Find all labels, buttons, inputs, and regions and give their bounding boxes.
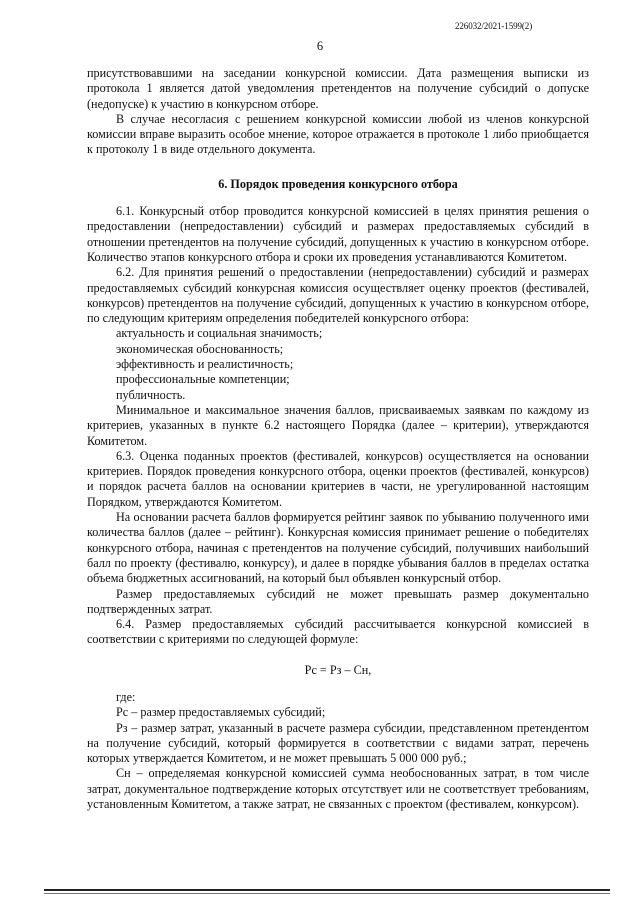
criteria-item: публичность. (116, 387, 186, 402)
criteria-item: профессиональные компетенции; (116, 372, 290, 387)
paragraph-6-3: 6.3. Оценка поданных проектов (фестивалей, конкурсов) осуществляется на основании критериев. Порядок проведения конкурсного отбора, оценки проектов (фестивалей, конкурсов) и порядок расчета баллов на основании критериев в части, не урегулированной настоящим Порядком, утверждаются Комитетом. (87, 448, 589, 509)
section-heading: 6. Порядок проведения конкурсного отбора (218, 176, 458, 191)
paragraph-6-2: 6.2. Для принятия решений о предоставлении (непредоставлении) субсидий и размерах предоставляемых субсидий конкурсная комиссия осуществляет оценку проектов (фестивалей, конкурсов) претендентов на получение субсидий, допущенных к участию в конкурсном отборе, по следующим критериям определения победителей конкурсного отбора: (87, 265, 589, 326)
definition-rz: Рз – размер затрат, указанный в расчете размера субсидии, представленном претендентом на получение субсидий, который формируется в соответствии с видами затрат, перечень которых утверждается Комитетом, и не может превышать 5 000 000 руб.; (87, 720, 589, 766)
paragraph-dissent: В случае несогласия с решением конкурсной комиссии любой из членов конкурсной комиссии вправе выразить особое мнение, которое отражается в протоколе 1 либо приобщается к протоколу 1 в виде отдельного документа. (87, 111, 589, 157)
formula: Рс = Рз – Сн, (304, 662, 372, 677)
paragraph-rating: На основании расчета баллов формируется рейтинг заявок по убыванию полученного ими количества баллов (далее – рейтинг). Конкурсная комиссия принимает решение о победителях конкурсного отбора, начиная с претендентов на получение субсидий, получивших наибольший балл по проекту (фестивалю, конкурсу), и далее в порядке убывания баллов в пределах остатка объема бюджетных ассигнований, на который был объявлен конкурсный отбор. (87, 510, 589, 586)
page-number: 6 (316, 39, 324, 53)
definition-sn: Сн – определяемая конкурсной комиссией сумма необоснованных затрат, в том числе затрат, документальное подтверждение которых отсутствует или не соответствует требованиям, установленным Комитетом, а также затрат, не связанных с проектом (фестивалем, конкурсом). (87, 766, 589, 812)
document-body (87, 66, 589, 812)
paragraph-limit: Размер предоставляемых субсидий не может превышать размер документально подтвержденных затрат. (87, 586, 589, 616)
paragraph-min-max: Минимальное и максимальное значения баллов, присваиваемых заявкам по каждому из критериев, указанных в пункте 6.2 настоящего Порядка (далее – критерии), утверждаются Комитетом. (87, 402, 589, 448)
formula-where: где: (116, 689, 136, 704)
paragraph-6-1: 6.1. Конкурсный отбор проводится конкурсной комиссией в целях принятия решения о предоставлении (непредоставлении) субсидий и размерах предоставляемых субсидий в отношении претендентов на получение субсидий, допущенных к участию в конкурсном отборе. Количество этапов конкурсного отбора и сроки их проведения устанавливаются Комитетом. (87, 204, 589, 264)
criteria-item: актуальность и социальная значимость; (116, 326, 323, 341)
footer-rule (44, 889, 610, 891)
criteria-item: эффективность и реалистичность; (116, 357, 294, 372)
criteria-item: экономическая обоснованность; (116, 341, 284, 356)
document-id: 226032/2021-1599(2) (455, 21, 533, 31)
paragraph-continuation: присутствовавшими на заседании конкурсной комиссии. Дата размещения выписки из протокола 1 является датой уведомления претендентов на получение субсидий о допуске (недопуске) к участию в конкурсном отборе. (87, 66, 589, 111)
footer-rule-thin (44, 893, 610, 894)
paragraph-6-4: 6.4. Размер предоставляемых субсидий рассчитывается конкурсной комиссией в соответствии с критериями по следующей формуле: (87, 617, 589, 647)
definition-rs: Рс – размер предоставляемых субсидий; (116, 705, 326, 720)
